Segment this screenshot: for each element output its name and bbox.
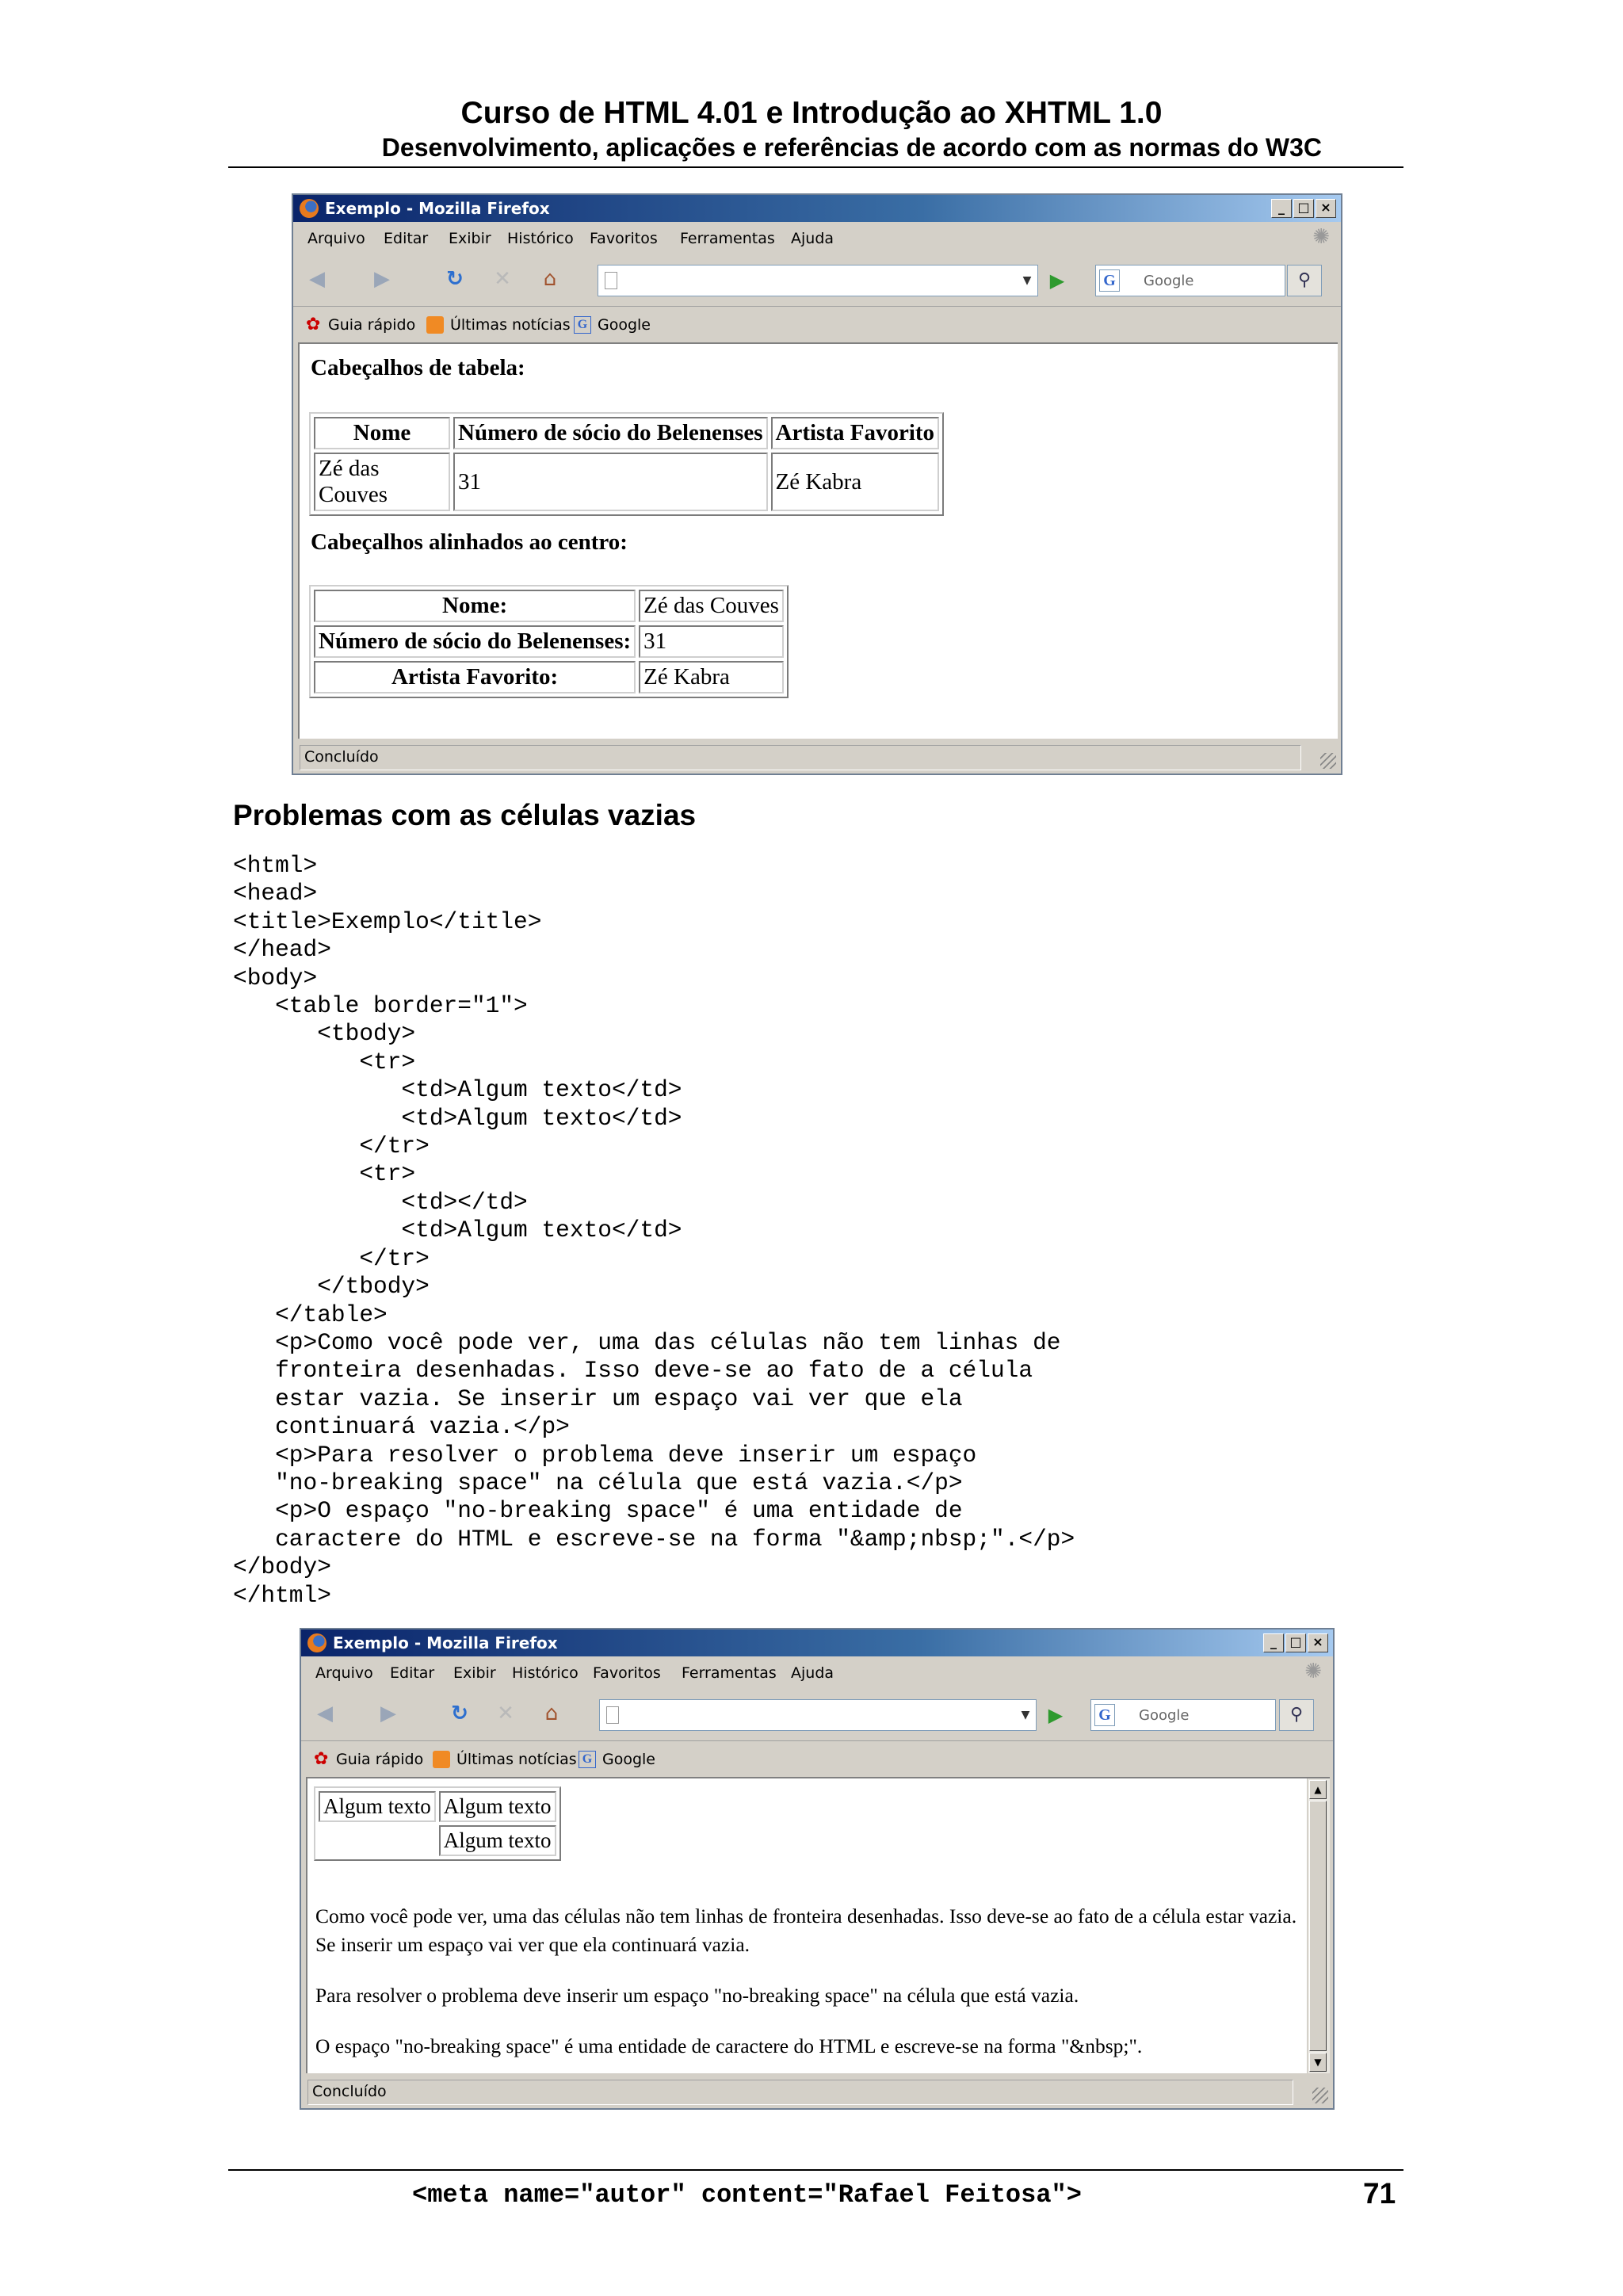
vertical-scrollbar[interactable] — [1307, 1778, 1330, 2073]
bookmark-guia-rapido[interactable]: Guia rápido — [328, 316, 416, 334]
google-bookmark-icon: G — [574, 316, 591, 334]
firefox-icon — [300, 199, 319, 218]
table-header-cell: Número de sócio do Belenenses: — [314, 625, 636, 658]
help-icon: ✿ — [314, 1749, 329, 1769]
menu-bar — [293, 223, 1341, 254]
url-input[interactable] — [598, 265, 1038, 296]
title-bar — [301, 1629, 1333, 1656]
close-button[interactable]: × — [1316, 199, 1336, 218]
browser-window-1 — [292, 193, 1342, 775]
scroll-thumb[interactable] — [1309, 1801, 1327, 2051]
home-icon[interactable]: ⌂ — [543, 267, 557, 291]
url-dropdown-icon[interactable]: ▼ — [1022, 274, 1032, 287]
status-bar — [293, 742, 1341, 774]
page-icon — [605, 272, 617, 289]
navigation-toolbar — [293, 255, 1341, 306]
help-icon: ✿ — [306, 315, 321, 334]
table-cell: Algum texto — [439, 1825, 556, 1856]
back-icon[interactable]: ◀ — [309, 267, 325, 291]
table-cell: Algum texto — [319, 1791, 436, 1822]
scroll-down-icon[interactable]: ▼ — [1309, 2053, 1327, 2072]
table-cell: 31 — [639, 625, 784, 658]
section-title: Problemas com as células vazias — [233, 799, 697, 831]
google-icon: G — [1094, 1704, 1115, 1726]
code-listing: <html> <head> <title>Exemplo</title> </head> <body> <table border="1"> <tbody> <tr> <td>Algum texto</td> <td>Algum texto</td> </tr> <tr> <td></td> <td>Algum texto</td> </tr> </tbody> </table> <p>Como você pode ver, uma das células não tem linhas de fronteira desenhadas. Isso deve-se ao fato de a célula estar vazia. Se inserir um espaço vai ver que ela continuará vazia.</p> <p>Para resolver o problema deve inserir um espaço "no-breaking space" na célula que está vazia.</p> <p>O espaço "no-breaking space" é uma entidade de caractere do HTML e escreve-se na forma "&amp;nbsp;".</p> </body> </html> — [233, 852, 1075, 1609]
table-row — [319, 1825, 556, 1856]
stop-icon[interactable]: ✕ — [497, 1702, 514, 1725]
title-bar — [293, 195, 1341, 222]
heading-centered-headers: Cabeçalhos alinhados ao centro: — [311, 529, 628, 555]
window-title: Exemplo - Mozilla Firefox — [325, 199, 550, 218]
url-dropdown-icon[interactable]: ▼ — [1021, 1709, 1030, 1721]
bookmark-guia-rapido[interactable]: Guia rápido — [336, 1751, 424, 1768]
menu-ajuda[interactable]: Ajuda — [791, 230, 834, 247]
status-text: Concluído — [312, 2083, 387, 2100]
menu-arquivo[interactable]: Arquivo — [307, 230, 365, 247]
rss-icon — [426, 316, 444, 334]
document-title: Curso de HTML 4.01 e Introdução ao XHTML 1.0 — [460, 96, 1163, 130]
table-row — [314, 590, 784, 622]
table-row — [314, 661, 784, 693]
maximize-button[interactable]: □ — [1285, 1633, 1306, 1652]
menu-historico[interactable]: Histórico — [512, 1664, 579, 1682]
rss-icon — [433, 1751, 450, 1768]
bookmark-ultimas-noticias[interactable]: Últimas notícias — [450, 316, 571, 334]
footer-meta: <meta name="autor" content="Rafael Feitosa"> — [412, 2180, 1082, 2210]
stop-icon[interactable]: ✕ — [494, 267, 511, 291]
page-number: 71 — [1363, 2177, 1396, 2210]
table-header-cell: Número de sócio do Belenenses — [453, 417, 768, 449]
menu-favoritos[interactable]: Favoritos — [593, 1664, 661, 1682]
bookmarks-toolbar — [293, 306, 1341, 343]
header-rule — [228, 166, 1403, 168]
go-icon[interactable]: ▶ — [1049, 269, 1065, 292]
status-panel — [300, 745, 1301, 770]
paragraph: O espaço "no-breaking space" é uma entidade de caractere do HTML e escreve-se na forma "&nbsp;". — [315, 2034, 1143, 2057]
resize-grip-icon[interactable] — [1320, 753, 1336, 769]
firefox-icon — [307, 1633, 327, 1652]
page-icon — [606, 1706, 619, 1724]
table-cell: Zé das Couves — [314, 453, 450, 511]
bookmarks-toolbar — [301, 1740, 1333, 1778]
browser-window-2 — [300, 1628, 1335, 2110]
menu-editar[interactable]: Editar — [384, 230, 429, 247]
page-content-1 — [298, 342, 1338, 739]
maximize-button[interactable]: □ — [1293, 199, 1314, 218]
menu-ferramentas[interactable]: Ferramentas — [680, 230, 775, 247]
menu-editar[interactable]: Editar — [390, 1664, 435, 1682]
empty-table-cell — [319, 1825, 436, 1856]
throbber-icon: ✺ — [1312, 225, 1330, 249]
menu-bar — [301, 1658, 1333, 1688]
bookmark-google[interactable]: Google — [602, 1751, 656, 1768]
status-text: Concluído — [304, 748, 379, 766]
footer-rule — [228, 2169, 1403, 2171]
search-placeholder: Google — [1144, 273, 1194, 289]
table-header-cell: Artista Favorito: — [314, 661, 636, 693]
document-subtitle: Desenvolvimento, aplicações e referências de acordo com as normas do W3C — [381, 133, 1322, 162]
status-panel — [307, 2080, 1293, 2105]
menu-arquivo[interactable]: Arquivo — [315, 1664, 373, 1682]
menu-ferramentas[interactable]: Ferramentas — [682, 1664, 777, 1682]
table-header-cell: Nome: — [314, 590, 636, 622]
search-input[interactable] — [1090, 1699, 1276, 1731]
window-title: Exemplo - Mozilla Firefox — [333, 1633, 558, 1652]
forward-icon[interactable]: ▶ — [380, 1702, 396, 1725]
table-row — [314, 625, 784, 658]
go-icon[interactable]: ▶ — [1048, 1704, 1064, 1726]
paragraph: Para resolver o problema deve inserir um espaço "no-breaking space" na célula que está vazia. — [315, 1984, 1079, 2007]
table-row — [314, 453, 939, 511]
paragraph: Como você pode ver, uma das células não tem linhas de fronteira desenhadas. Isso deve-se ao fato de a célula estar vazia. Se inserir um espaço vai ver que ela continuará vazia. — [315, 1904, 1297, 1956]
menu-favoritos[interactable]: Favoritos — [590, 230, 658, 247]
forward-icon[interactable]: ▶ — [374, 267, 390, 291]
table-cell: Algum texto — [439, 1791, 556, 1822]
table-centered-headers — [309, 585, 789, 698]
table-header-cell: Nome — [314, 417, 450, 449]
google-icon: G — [1099, 269, 1120, 292]
search-input[interactable] — [1095, 265, 1285, 296]
navigation-toolbar — [301, 1690, 1333, 1740]
bookmark-ultimas-noticias[interactable]: Últimas notícias — [456, 1751, 577, 1768]
reload-icon[interactable]: ↻ — [446, 267, 464, 291]
search-icon[interactable]: ⚲ — [1279, 1699, 1314, 1731]
search-icon[interactable]: ⚲ — [1287, 265, 1322, 296]
table-cell: Zé Kabra — [639, 661, 784, 693]
table-cell: 31 — [453, 453, 768, 511]
google-bookmark-icon: G — [579, 1751, 596, 1768]
menu-ajuda[interactable]: Ajuda — [791, 1664, 834, 1682]
close-button[interactable]: × — [1308, 1633, 1328, 1652]
table-row — [314, 417, 939, 449]
url-input[interactable] — [599, 1699, 1037, 1731]
table-cell: Zé Kabra — [771, 453, 940, 511]
menu-exibir[interactable]: Exibir — [453, 1664, 496, 1682]
reload-icon[interactable]: ↻ — [451, 1702, 468, 1725]
table-row — [319, 1791, 556, 1822]
resize-grip-icon[interactable] — [1312, 2088, 1328, 2103]
menu-exibir[interactable]: Exibir — [449, 230, 491, 247]
minimize-button[interactable]: _ — [1271, 199, 1292, 218]
bookmark-google[interactable]: Google — [598, 316, 651, 334]
scroll-up-icon[interactable]: ▲ — [1309, 1780, 1327, 1799]
table-empty-cell-example — [314, 1786, 561, 1861]
heading-table-headers: Cabeçalhos de tabela: — [311, 355, 525, 380]
table-cell: Zé das Couves — [639, 590, 784, 622]
back-icon[interactable]: ◀ — [317, 1702, 333, 1725]
search-placeholder: Google — [1139, 1707, 1190, 1724]
table-header-cell: Artista Favorito — [771, 417, 940, 449]
status-bar — [301, 2076, 1333, 2108]
page-content-2 — [306, 1777, 1330, 2073]
home-icon[interactable]: ⌂ — [544, 1702, 559, 1725]
table-headers-example — [309, 412, 944, 516]
throbber-icon: ✺ — [1304, 1660, 1322, 1683]
menu-historico[interactable]: Histórico — [507, 230, 574, 247]
minimize-button[interactable]: _ — [1263, 1633, 1284, 1652]
